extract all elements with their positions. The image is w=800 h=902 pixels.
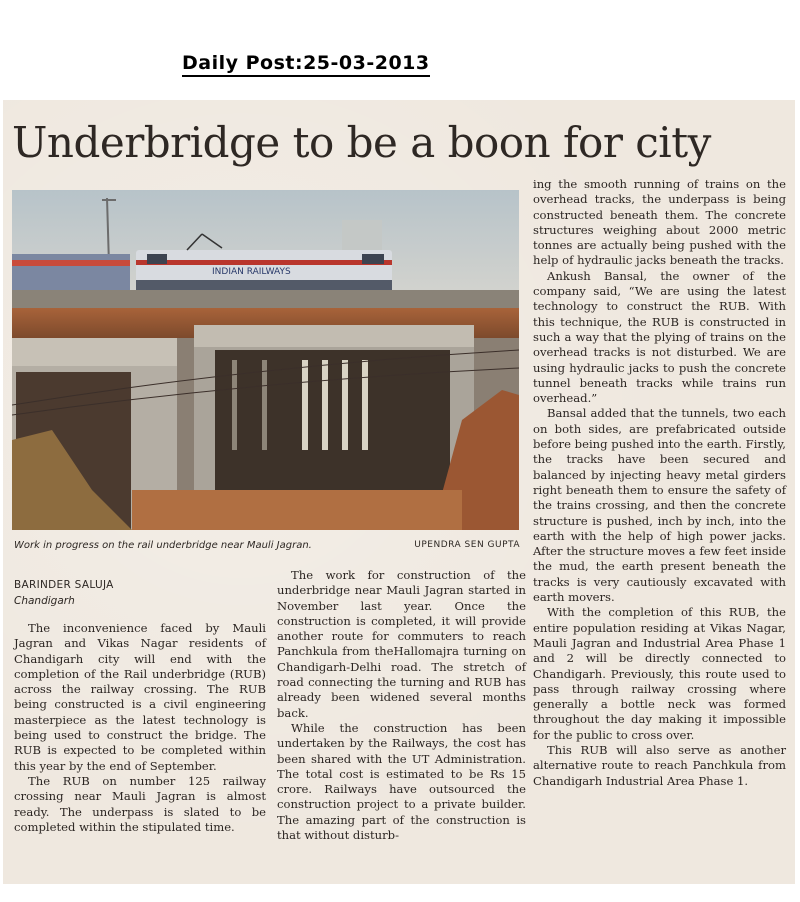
dateline: Chandigarh: [14, 595, 75, 607]
paragraph: This RUB will also serve as another alternative route to reach Panchkula from Chandigarh Industrial Area Phase 1.: [533, 742, 786, 788]
ground: [132, 490, 462, 530]
photo-credit: UPENDRA SEN GUPTA: [414, 540, 520, 550]
article-column-1: [14, 621, 266, 835]
construction-photo: [12, 190, 519, 530]
masthead-date: Daily Post:25-03-2013: [182, 52, 430, 77]
byline: [14, 577, 114, 609]
photo-caption: Work in progress on the rail underbridge near Mauli Jagran.: [14, 540, 312, 551]
paragraph: The inconvenience faced by Mauli Jagran and Vikas Nagar residents of Chandigarh city will end with the completion of the Rail underbridge (RUB) across the railway crossing. The RUB being constructed is a civil engineering masterpiece as the latest technology is being used to construct the bridge. The RUB is expected to be completed within this year by the end of September.: [14, 621, 266, 773]
article-headline: Underbridge to be a boon for city: [12, 118, 711, 167]
locomotive-lettering: INDIAN RAILWAYS: [212, 267, 291, 277]
paragraph: With the completion of this RUB, the entire population residing at Vikas Nagar, Mauli Jagran and Industrial Area Phase 1 and 2 will be directly connected to Chandigarh. Previously, this route used to pass through railway crossing where generally a bottle neck was formed throughout the day making it impossible for the public to cross over.: [533, 605, 786, 742]
paragraph: ing the smooth running of trains on the overhead tracks, the underpass is being constructed beneath them. The concrete structures weighing about 2000 metric tonnes are actually being pushed with the help of hydraulic jacks beneath the tracks.: [533, 177, 786, 268]
author-name: BARINDER SALUJA: [14, 579, 114, 591]
paragraph: Ankush Bansal, the owner of the company said, “We are using the latest technology to construct the RUB. With this technique, the RUB is constructed in such a way that the plying of trains on the overhead tracks is not disturbed. We are using hydraulic jacks to push the concrete tunnel beneath tracks while trains run overhead.”: [533, 268, 786, 406]
paragraph: Bansal added that the tunnels, two each on both sides, are prefabricated outside before being pushed into the earth. Firstly, the tracks have been secured and balanced by injecting heavy metal girders right beneath them to ensure the safety of the trains crossing, and then the concrete structure is pushed, inch by inch, into the earth with the help of high power jacks. After the structure moves a few feet inside the mud, the earth present beneath the tracks is very cautiously excavated with earth movers.: [533, 406, 786, 605]
paragraph: The work for construction of the underbridge near Mauli Jagran started in November last year. Once the construction is completed, it will provide another route for commuters to reach Panchkula from theHallomajra turning on Chandigarh-Delhi road. The stretch of road connecting the turning and RUB has already been widened several months back.: [277, 568, 526, 720]
article-column-2: [277, 568, 526, 843]
paragraph: The RUB on number 125 railway crossing near Mauli Jagran is almost ready. The underpass is slated to be completed within the stipulated time.: [14, 773, 266, 834]
article-column-3: [533, 177, 786, 789]
paragraph: While the construction has been undertaken by the Railways, the cost has been shared with the UT Administration. The total cost is estimated to be Rs 15 crore. Railways have outsourced the construction project to a private builder. The amazing part of the construction is that without disturb-: [277, 720, 526, 843]
